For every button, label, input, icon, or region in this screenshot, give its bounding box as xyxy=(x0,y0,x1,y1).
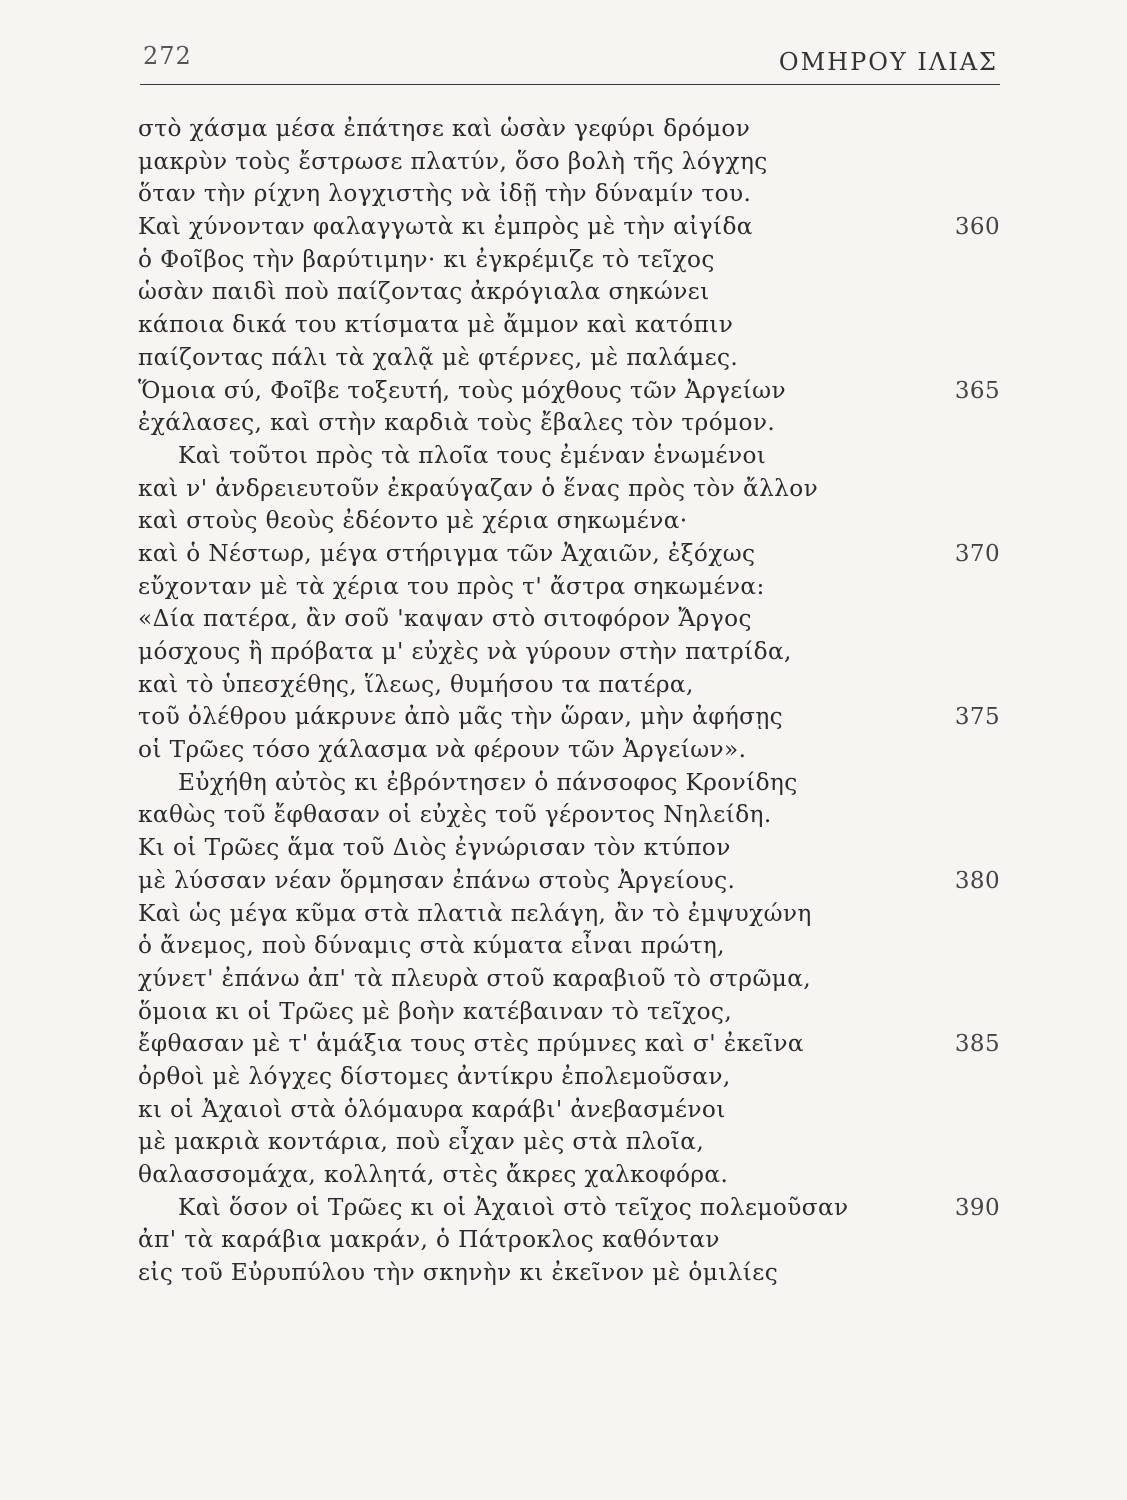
line-number: 385 xyxy=(954,1031,1000,1058)
verse-line-text: ὀρθοὶ μὲ λόγχες δίστομες ἀντίκρυ ἐπολεμοῦσαν, xyxy=(138,1062,731,1090)
line-number: 365 xyxy=(954,377,1000,404)
verse-line xyxy=(138,1257,858,1290)
verse-line xyxy=(138,767,858,800)
verse-line-text: ἐχάλασες, καὶ στὴν καρδιὰ τοὺς ἔβαλες τὸν τρόμον. xyxy=(138,409,776,437)
verse-line xyxy=(138,375,1000,408)
verse-line xyxy=(138,407,858,440)
verse-line xyxy=(138,342,858,375)
page-header xyxy=(140,38,1000,85)
verse-line-text: θαλασσομάχα, κολλητά, στὲς ἄκρες χαλκοφόρα. xyxy=(138,1161,729,1188)
verse-line-text: Εὐχήθη αὐτὸς κι ἐβρόντησεν ὁ πάνσοφος Κρονίδης xyxy=(178,768,798,796)
verse-line xyxy=(138,1028,1000,1061)
verse-line-text: Καὶ ὡς μέγα κῦμα στὰ πλατιὰ πελάγη, ἂν τὸ ἐμψυχώνη xyxy=(138,899,812,927)
verse-line-text: Καὶ χύνονταν φαλαγγωτὰ κι ἐμπρὸς μὲ τὴν αἰγίδα xyxy=(138,213,753,241)
verse-line xyxy=(138,1094,858,1127)
verse-line-text: εὔχονταν μὲ τὰ χέρια του πρὸς τ' ἄστρα σηκωμένα: xyxy=(138,572,765,600)
verse-line xyxy=(138,669,858,702)
verse-line xyxy=(138,473,858,506)
verse-line-text: ὡσὰν παιδὶ ποὺ παίζοντας ἀκρόγιαλα σηκώνει xyxy=(138,278,710,306)
line-number: 380 xyxy=(954,867,1000,894)
verse-line-text: Καὶ ὅσον οἱ Τρῶες κι οἱ Ἀχαιοὶ στὸ τεῖχος πολεμοῦσαν xyxy=(178,1193,849,1221)
verse-line xyxy=(138,636,858,669)
verse-line xyxy=(138,538,1000,571)
verse-line-text: κι οἱ Ἀχαιοὶ στὰ ὁλόμαυρα καράβι' ἀνεβασμένοι xyxy=(138,1095,726,1123)
verse-line-text: Κι οἱ Τρῶες ἅμα τοῦ Διὸς ἐγνώρισαν τὸν κτύπον xyxy=(138,834,731,862)
verse-line xyxy=(138,1224,858,1257)
verse-line xyxy=(138,211,1000,244)
verse-line-text: στὸ χάσμα μέσα ἐπάτησε καὶ ὡσὰν γεφύρι δρόμον xyxy=(138,115,751,142)
verse-line-text: καὶ τὸ ὑπεσχέθης, ἵλεως, θυμήσου τα πατέρα, xyxy=(138,670,694,698)
page-number: 272 xyxy=(143,42,192,70)
verse-line-text: οἱ Τρῶες τόσο χάλασμα νὰ φέρουν τῶν Ἀργείων». xyxy=(138,736,747,764)
verse-line-text: ἔφθασαν μὲ τ' ἁμάξια τους στὲς πρύμνες καὶ σ' ἐκεῖνα xyxy=(138,1030,804,1058)
verse-line xyxy=(138,603,858,636)
verse-line xyxy=(138,734,858,767)
verse-line-text: μὲ λύσσαν νέαν ὅρμησαν ἐπάνω στοὺς Ἀργείους. xyxy=(138,866,736,894)
verse-line-text: ὅταν τὴν ρίχνη λογχιστὴς νὰ ἰδῇ τὴν δύναμίν του. xyxy=(138,180,752,208)
verse-line xyxy=(138,865,1000,898)
line-number: 390 xyxy=(954,1194,1000,1221)
verse-line-text: τοῦ ὀλέθρου μάκρυνε ἀπὸ μᾶς τὴν ὥραν, μὴν ἀφήσῃς xyxy=(138,703,784,731)
poem-text xyxy=(138,113,1000,1290)
verse-line xyxy=(138,1159,858,1192)
verse-line xyxy=(138,113,858,146)
verse-line-text: καὶ ν' ἀνδρειευτοῦν ἐκραύγαζαν ὁ ἕνας πρὸς τὸν ἄλλον xyxy=(138,474,819,502)
verse-line-text: ὁ Φοῖβος τὴν βαρύτιμην· κι ἐγκρέμιζε τὸ τεῖχος xyxy=(138,245,715,273)
verse-line xyxy=(138,1061,858,1094)
verse-line-text: μὲ μακριὰ κοντάρια, ποὺ εἶχαν μὲς στὰ πλοῖα, xyxy=(138,1128,705,1156)
line-number: 360 xyxy=(954,214,1000,241)
verse-line xyxy=(138,244,858,277)
verse-line xyxy=(138,276,858,309)
verse-line-text: κάποια δικά του κτίσματα μὲ ἄμμον καὶ κατόπιν xyxy=(138,311,734,339)
verse-line-text: καθὼς τοῦ ἔφθασαν οἱ εὐχὲς τοῦ γέροντος Νηλείδη. xyxy=(138,801,772,829)
verse-line xyxy=(138,996,858,1029)
verse-line xyxy=(138,1192,1000,1225)
verse-line xyxy=(138,701,1000,734)
verse-line-text: ὁ ἄνεμος, ποὺ δύναμις στὰ κύματα εἶναι πρώτη, xyxy=(138,932,725,960)
verse-line-text: μακρὺν τοὺς ἔστρωσε πλατύν, ὅσο βολὴ τῆς λόγχης xyxy=(138,147,768,175)
line-number: 370 xyxy=(954,540,1000,567)
line-number: 375 xyxy=(954,704,1000,731)
verse-line xyxy=(138,898,858,931)
verse-line-text: Ὅμοια σύ, Φοῖβε τοξευτή, τοὺς μόχθους τῶν Ἀργείων xyxy=(138,376,786,404)
verse-line-text: καὶ στοὺς θεοὺς ἐδέοντο μὲ χέρια σηκωμένα· xyxy=(138,507,688,535)
verse-line xyxy=(138,440,858,473)
verse-line-text: μόσχους ἢ πρόβατα μ' εὐχὲς νὰ γύρουν στὴν πατρίδα, xyxy=(138,638,792,665)
running-title: ΟΜΗΡΟΥ ΙΛΙΑΣ xyxy=(778,48,998,76)
verse-line xyxy=(138,1126,858,1159)
verse-line-text: Καὶ τοῦτοι πρὸς τὰ πλοῖα τους ἐμέναν ἑνωμένοι xyxy=(178,441,767,469)
verse-line-text: ἀπ' τὰ καράβια μακράν, ὁ Πάτροκλος καθόνταν xyxy=(138,1226,720,1254)
verse-line-text: «Δία πατέρα, ἂν σοῦ 'καψαν στὸ σιτοφόρον Ἄργος xyxy=(138,605,752,633)
verse-line xyxy=(138,309,858,342)
verse-line xyxy=(138,930,858,963)
verse-line-text: παίζοντας πάλι τὰ χαλᾷ μὲ φτέρνες, μὲ παλάμες. xyxy=(138,343,739,371)
verse-line xyxy=(138,178,858,211)
verse-line xyxy=(138,832,858,865)
verse-line-text: εἰς τοῦ Εὐρυπύλου τὴν σκηνὴν κι ἐκεῖνον μὲ ὁμιλίες xyxy=(138,1259,779,1287)
verse-line-text: χύνετ' ἐπάνω ἀπ' τὰ πλευρὰ στοῦ καραβιοῦ τὸ στρῶμα, xyxy=(138,964,812,992)
verse-line xyxy=(138,505,858,538)
verse-line xyxy=(138,963,858,996)
verse-line-text: καὶ ὁ Νέστωρ, μέγα στήριγμα τῶν Ἀχαιῶν, ἐξόχως xyxy=(138,539,756,567)
verse-line-text: ὅμοια κι οἱ Τρῶες μὲ βοὴν κατέβαιναν τὸ τεῖχος, xyxy=(138,997,733,1025)
verse-line xyxy=(138,571,858,604)
verse-line xyxy=(138,146,858,179)
verse-line xyxy=(138,799,858,832)
